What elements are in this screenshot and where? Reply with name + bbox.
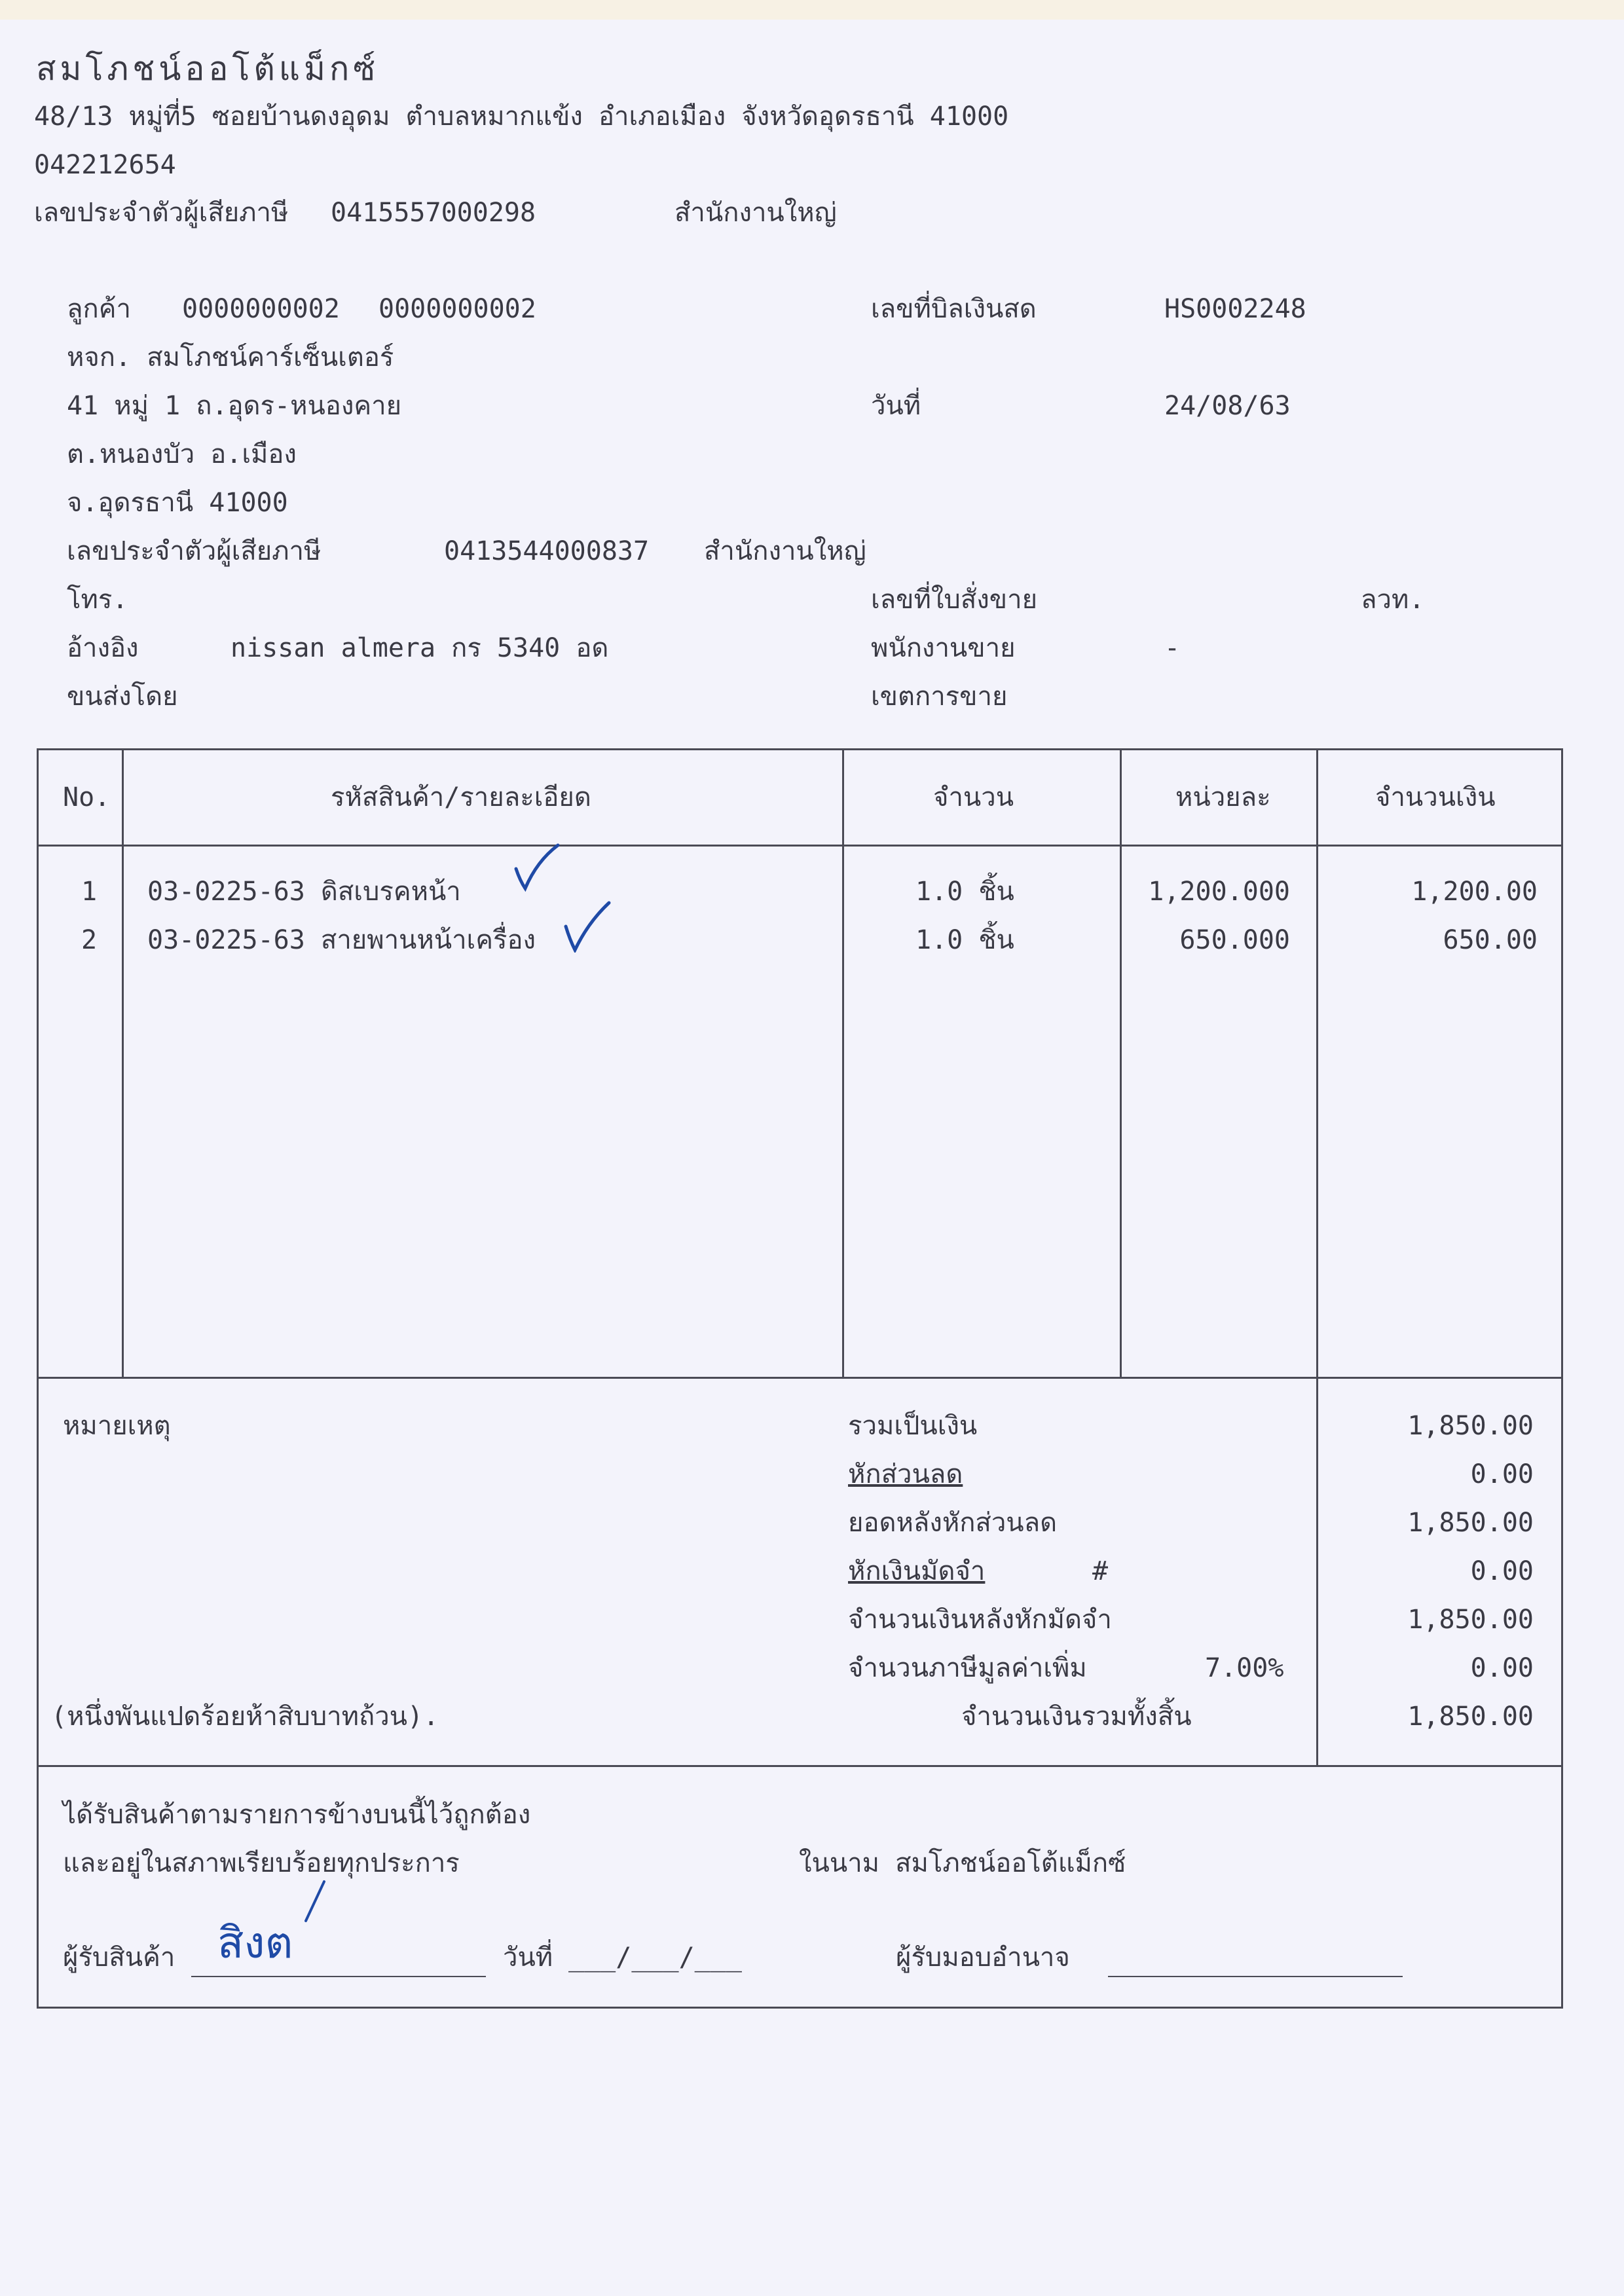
bill-number: HS0002248 <box>1164 294 1306 324</box>
row-2-unit-price: 650.000 <box>1179 925 1290 955</box>
received-statement-1: ได้รับสินค้าตามรายการข้างบนนี้ไว้ถูกต้อง <box>63 1800 531 1830</box>
receiver-signature: สิงต <box>217 1918 293 1968</box>
row-2-description: 03-0225-63 สายพานหน้าเครื่อง <box>147 925 536 955</box>
company-branch: สำนักงานใหญ่ <box>674 198 837 228</box>
sales-area-label: เขตการขาย <box>871 682 1008 712</box>
receiver-signature-line <box>191 1976 486 1977</box>
customer-label: ลูกค้า <box>67 294 131 324</box>
amount-in-words: (หนึ่งพันแปดร้อยห้าสิบบาทถ้วน). <box>51 1702 439 1732</box>
footer-bottom <box>38 2007 1562 2009</box>
bill-number-label: เลขที่บิลเงินสด <box>871 294 1037 324</box>
after-deposit-label: จำนวนเงินหลังหักมัดจำ <box>848 1605 1112 1635</box>
customer-branch: สำนักงานใหญ่ <box>704 536 866 566</box>
received-statement-2: และอยู่ในสภาพเรียบร้อยทุกประการ <box>63 1848 460 1878</box>
customer-address-2: ต.หนองบัว อ.เมือง <box>67 439 297 469</box>
row-1-description: 03-0225-63 ดิสเบรคหน้า <box>147 877 461 907</box>
signature-stroke <box>298 1879 331 1925</box>
header-amount: จำนวนเงิน <box>1375 782 1496 812</box>
table-header-divider <box>38 845 1562 847</box>
receive-date-blank: ___/___/___ <box>568 1942 742 1973</box>
deposit-value: 0.00 <box>1470 1556 1534 1586</box>
customer-code-2: 0000000002 <box>378 294 536 324</box>
customer-tax-id-label: เลขประจำตัวผู้เสียภาษี <box>67 536 322 566</box>
after-deposit-value: 1,850.00 <box>1407 1605 1534 1635</box>
check-mark-icon <box>562 900 614 953</box>
order-number-right: ลวท. <box>1361 585 1425 615</box>
col-divider-desc <box>842 748 844 1377</box>
authorized-signature-line <box>1108 1976 1403 1977</box>
company-phone: 042212654 <box>34 150 176 180</box>
row-1-amount: 1,200.00 <box>1411 877 1538 907</box>
order-number-label: เลขที่ใบสั่งขาย <box>871 585 1038 615</box>
company-address: 48/13 หมู่ที่5 ซอยบ้านดงอุดม ตำบลหมากแข้ง อำเภอเมือง จังหวัดอุดรธานี 41000 <box>34 101 1009 132</box>
customer-name: หจก. สมโภชน์คาร์เซ็นเตอร์ <box>67 342 394 373</box>
grand-total-value: 1,850.00 <box>1407 1702 1534 1732</box>
header-description: รหัสสินค้า/รายละเอียด <box>331 782 591 812</box>
company-tax-id-label: เลขประจำตัวผู้เสียภาษี <box>34 198 289 228</box>
salesperson-value: - <box>1164 633 1181 663</box>
col-divider-no <box>122 748 124 1377</box>
authorized-label: ผู้รับมอบอำนาจ <box>896 1942 1070 1973</box>
after-discount-label: ยอดหลังหักส่วนลด <box>848 1508 1058 1538</box>
check-mark-icon <box>511 841 563 894</box>
reference-value: nissan almera กร 5340 อด <box>231 633 609 663</box>
customer-code-1: 0000000002 <box>182 294 340 324</box>
row-2-no: 2 <box>81 925 98 955</box>
customer-phone-label: โทร. <box>67 585 128 615</box>
reference-label: อ้างอิง <box>67 633 139 663</box>
summary-bottom <box>38 1765 1562 1767</box>
grand-total-label: จำนวนเงินรวมทั้งสิ้น <box>961 1702 1192 1732</box>
receive-date-label: วันที่ <box>503 1942 553 1973</box>
vat-rate: 7.00% <box>1205 1653 1284 1683</box>
company-name: สมโภชน์ออโต้แม็กซ์ <box>36 50 380 88</box>
col-divider-qty <box>1120 748 1122 1377</box>
shipping-label: ขนส่งโดย <box>67 682 178 712</box>
customer-address-1: 41 หมู่ 1 ถ.อุดร-หนองคาย <box>67 391 402 421</box>
vat-value: 0.00 <box>1470 1653 1534 1683</box>
header-unit-price: หน่วยละ <box>1175 782 1271 812</box>
date-label: วันที่ <box>871 391 921 421</box>
col-divider-unit <box>1316 748 1318 1766</box>
company-tax-id: 0415557000298 <box>331 198 536 228</box>
subtotal-value: 1,850.00 <box>1407 1411 1534 1441</box>
subtotal-label: รวมเป็นเงิน <box>848 1411 978 1441</box>
salesperson-label: พนักงานขาย <box>871 633 1016 663</box>
header-no: No. <box>63 782 111 812</box>
customer-address-3: จ.อุดรธานี 41000 <box>67 488 288 518</box>
row-1-quantity: 1.0 ชิ้น <box>915 877 1014 907</box>
customer-tax-id: 0413544000837 <box>444 536 650 566</box>
row-1-unit-price: 1,200.000 <box>1148 877 1290 907</box>
scan-edge <box>0 0 1624 20</box>
row-2-amount: 650.00 <box>1443 925 1538 955</box>
receiver-label: ผู้รับสินค้า <box>63 1942 175 1973</box>
discount-value: 0.00 <box>1470 1459 1534 1489</box>
deposit-marker: # <box>1092 1556 1109 1586</box>
on-behalf-of: ในนาม สมโภชน์ออโต้แม็กซ์ <box>799 1848 1126 1878</box>
deposit-label: หักเงินมัดจำ <box>848 1556 986 1586</box>
discount-label: หักส่วนลด <box>848 1459 963 1489</box>
vat-label: จำนวนภาษีมูลค่าเพิ่ม <box>848 1653 1087 1683</box>
table-top-border <box>38 748 1562 750</box>
date-value: 24/08/63 <box>1164 391 1291 421</box>
remark-label: หมายเหตุ <box>63 1411 171 1441</box>
after-discount-value: 1,850.00 <box>1407 1508 1534 1538</box>
row-2-quantity: 1.0 ชิ้น <box>915 925 1014 955</box>
row-1-no: 1 <box>81 877 98 907</box>
header-quantity: จำนวน <box>933 782 1014 812</box>
table-items-bottom <box>38 1377 1562 1379</box>
